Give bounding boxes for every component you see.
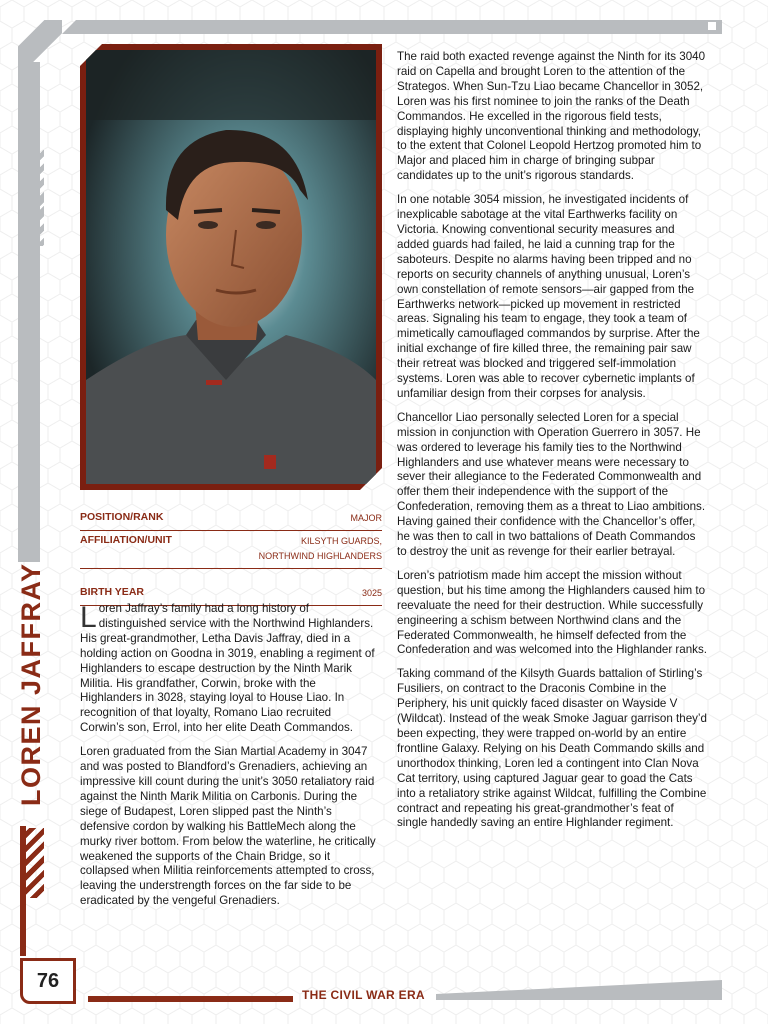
paragraph: Chancellor Liao personally selected Loren for a special mission in conjunction with Operation Guerrero in 3057. He was ordered to leverage his family ties to the Northwind Highlanders and use whatever means were necessary to sever their allegiance to the Federated Commonwealth and offer them their independence with the support of the Confederation, removing them as a threat to Liao ambitions. Having gained their confidence with the Chancellor’s offer, he was then to call in two battalions of Death Commandos to destroy the unit as revenge for their earlier betrayal. [397,410,706,558]
top-frame-bar [62,20,722,34]
stat-block [80,508,382,606]
bottom-left-bar [88,996,293,1002]
paragraph: In one notable 3054 mission, he investigated incidents of inexplicable sabotage at the vital Earthwerks facility on Victoria. Knowing conventional security measures and added guards had failed, he laid a cunning trap for the saboteurs. Despite no alarms having been tripped and no reports on security channels of anything unusual, Loren’s own constellation of remote sensors—air gapped from the Earthwerks network—picked up movement in restricted areas. Signaling his team to engage, they took a team of mimetically camouflaged commandos by surprise. After the initial exchange of fire killed three, the remaining pair saw their retreat was blocked and triggered self-immolation systems. Loren was able to recover cybernetic implants of unfamiliar design from their corpses for analysis. [397,193,700,400]
paragraph: Loren’s patriotism made him accept the mission without question, but his time among the Highlanders caused him to reevaluate the need for their destruction. While successfully engineering a schism between Northwind clans and the Federated Commonwealth, he himself defected from the Confederation and was welcomed into the Highlander ranks. [397,568,707,657]
portrait-image [86,50,376,484]
side-title: LOREN JAFFRAY [16,562,46,806]
stat-label: BIRTH YEAR [80,586,144,598]
stat-row-position [80,508,382,531]
stat-label: POSITION/RANK [80,511,164,523]
stat-value: KILSYTH GUARDS, NORTHWIND HIGHLANDERS [258,536,382,561]
portrait-frame [80,44,382,490]
paragraph: Loren graduated from the Sian Martial Academy in 3047 and was posted to Blandford’s Grenadiers, achieving an impressive kill count during the unit’s 3050 retaliatory raid against the Ninth Marik Militia on Carbonis. During the siege of Budapest, Loren slipped past the Ninth’s defensive cordon by walking his BattleMech along the murky river bottom. From below the waterline, he critically weakened the supports of the Chain Bridge, so it collapsed when Militia reinforcements attempted to cross, leaving the understrength forces on the far side to be eradicated by the vengeful Grenadiers. [80,745,376,908]
left-frame-rail [18,62,40,562]
paragraph-text: oren Jaffray’s family had a long history of distinguished service with the Northwind Highlanders. His great-grandmother, Letha Davis Jaffray, died in a holding action on Goodna in 3019, enabling a regiment of Highlanders to escape destruction by the Ninth Marik Militia. His grandfather, Corwin, broke with the Highlanders in 3028, staying loyal to House Liao. In recognition of that loyalty, Romano Liao recruited Corwin’s son, Errol, into her elite Death Commandos. [80,602,375,735]
frame-stripes-middle [22,196,44,246]
footer-title: THE CIVIL WAR ERA [302,988,425,1002]
paragraph: The raid both exacted revenge against the Ninth for its 3040 raid on Capella and brought Loren to the attention of the Strategos. When Sun-Tzu Liao became Chancellor in 3052, Loren was his first nominee to join the ranks of the Death Commandos. He excelled in the rigorous field tests, displaying highly unconventional thinking and methodology, to the extent that Colonel Leopold Hertzog promoted him to Major and placed him in charge of bringing subpar candidates up to the unit’s rigorous standards. [397,50,706,183]
page-number: 76 [20,958,76,1004]
stat-label: AFFILIATION/UNIT [80,534,172,546]
stat-value: MAJOR [350,513,382,523]
left-text-column [80,602,376,918]
stat-row-affiliation [80,531,382,569]
frame-dot [708,22,716,30]
right-text-column [397,50,707,840]
paragraph: Taking command of the Kilsyth Guards battalion of Stirling’s Fusiliers, on contract to the Draconis Combine in the Periphery, his unit quickly faced disaster on Wayside V (Wildcat). Instead of the weak Smoke Jaguar garrison they’d been expecting, they were trapped on-world by an entire frontline Galaxy. Relying on his Death Commando skills and unorthodox thinking, Loren led a contingent into Clan Nova Cat territory, using captured Jaguar gear to goad the Cats into a retaliatory strike against Wildcat, fulfilling the Combine contract and repeating his great-grandmother’s feat of single handedly saving an entire Highlander regiment. [397,667,707,830]
drop-cap: L [80,601,97,634]
stat-value: 3025 [361,588,382,598]
red-frame-rail [20,826,26,956]
paragraph [80,602,376,736]
